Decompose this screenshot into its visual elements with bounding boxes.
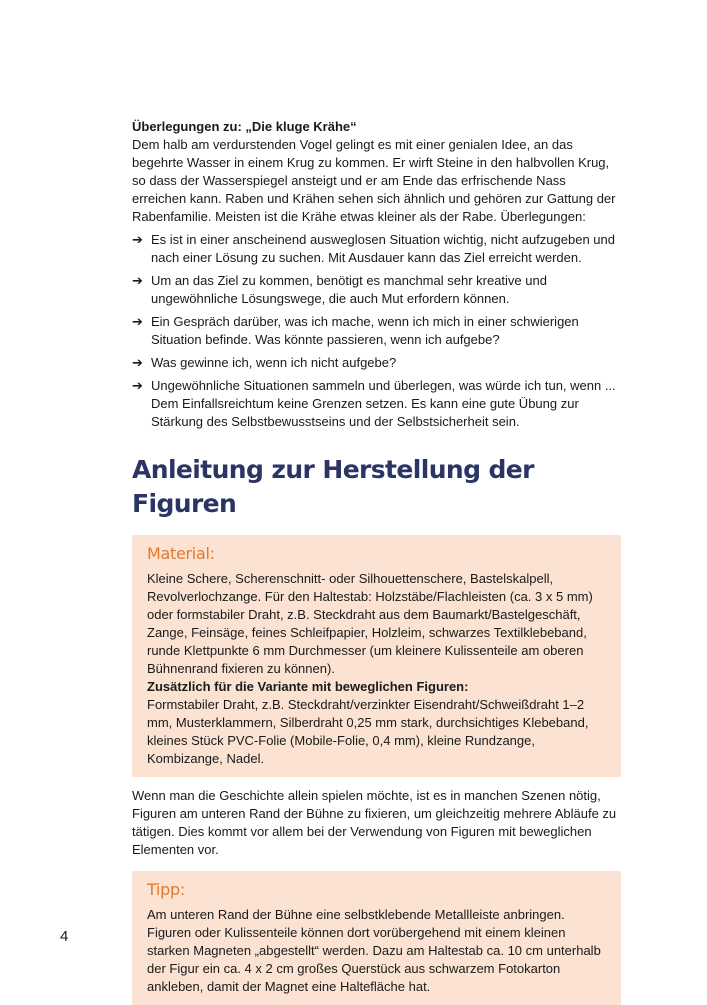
material-subtitle: Zusätzlich für die Variante mit beweglichen Figuren: [147, 679, 469, 694]
list-item: ➔ Ungewöhnliche Situationen sammeln und überlegen, was würde ich tun, wenn ... Dem Einfallsreichtum keine Grenzen setzen. Es kann eine gute Übung zur Stärkung des Selbstbewusstseins und der Selbstsicherheit sein. [132, 378, 616, 429]
material-title: Material: [147, 544, 215, 563]
material-text: Kleine Schere, Scherenschnitt- oder Silhouettenschere, Bastelskalpell, Revolverlochzange. Für den Haltestab: Holzstäbe/Flachleisten (ca. 3 x 5 mm) oder formstabiler Draht, z.B. Steckdraht aus dem Baumarkt/Bastelgeschäft, Zange, Feinsäge, feines Schleifpapier, Holzleim, schwarzes Textilklebeband, runde Klettpunkte 6 mm Durchmesser (um kleinere Kulissenteile am oberen Bühnenrand fixieren zu können). [147, 571, 593, 676]
material-box [132, 535, 621, 777]
list-item: ➔ Um an das Ziel zu kommen, benötigt es manchmal sehr kreative und ungewöhnliche Lösungswege, die auch Mut erfordern können. [132, 273, 547, 306]
arrow-icon: ➔ [132, 355, 143, 370]
arrow-icon: ➔ [132, 314, 143, 329]
section-title: Überlegungen zu: „Die kluge Krähe“ [132, 119, 357, 134]
page-content [132, 118, 621, 1005]
list-item: ➔ Es ist in einer anscheinend ausweglosen Situation wichtig, nicht aufzugeben und nach einer Lösung zu suchen. Mit Ausdauer kann das Ziel erreicht werden. [132, 232, 615, 265]
middle-paragraph: Wenn man die Geschichte allein spielen möchte, ist es in manchen Szenen nötig, Figuren am unteren Rand der Bühne zu fixieren, um gleichzeitig mehrere Abläufe zu tätigen. Dies kommt vor allem bei der Verwendung von Figuren mit beweglichen Elementen vor. [132, 788, 617, 857]
list-item: ➔ Ein Gespräch darüber, was ich mache, wenn ich mich in einer schwierigen Situation befinde. Was könnte passieren, wenn ich aufgebe? [132, 314, 579, 347]
material-subtext: Formstabiler Draht, z.B. Steckdraht/verzinkter Eisendraht/Schweißdraht 1–2 mm, Musterklammern, Silberdraht 0,25 mm stark, durchsichtiges Klebeband, kleines Stück PVC-Folie (Mobile-Folie, 0,4 mm), kleine Rundzange, Kombizange, Nadel. [147, 697, 589, 766]
arrow-icon: ➔ [132, 378, 143, 393]
bullet-list [132, 231, 621, 431]
arrow-icon: ➔ [132, 273, 143, 288]
tip-title: Tipp: [147, 880, 185, 899]
tip-box [132, 871, 621, 1005]
list-item: ➔ Was gewinne ich, wenn ich nicht aufgebe? [132, 355, 397, 370]
arrow-icon: ➔ [132, 232, 143, 247]
page-heading: Anleitung zur Herstellung der Figuren [132, 455, 534, 518]
intro-paragraph: Dem halb am verdurstenden Vogel gelingt es mit einer genialen Idee, an das begehrte Wasser in einem Krug zu kommen. Er wirft Steine in den halbvollen Krug, so dass der Wasserspiegel ansteigt und er am Ende das erfrischende Nass erreichen kann. Raben und Krähen sehen sich ähnlich und gehören zur Gattung der Rabenfamilie. Meisten ist die Krähe etwas kleiner als der Rabe. Überlegungen: [132, 137, 616, 224]
tip-text: Am unteren Rand der Bühne eine selbstklebende Metallleiste anbringen. Figuren oder Kulissenteile können dort vorübergehend mit einem kleinen starken Magneten „abgestellt“ werden. Dazu am Haltestab ca. 10 cm unterhalb der Figur ein ca. 4 x 2 cm großes Querstück aus schwarzem Fotokarton ankleben, damit der Magnet eine Haltefläche hat. [147, 907, 601, 994]
page-number: 4 [60, 928, 69, 945]
